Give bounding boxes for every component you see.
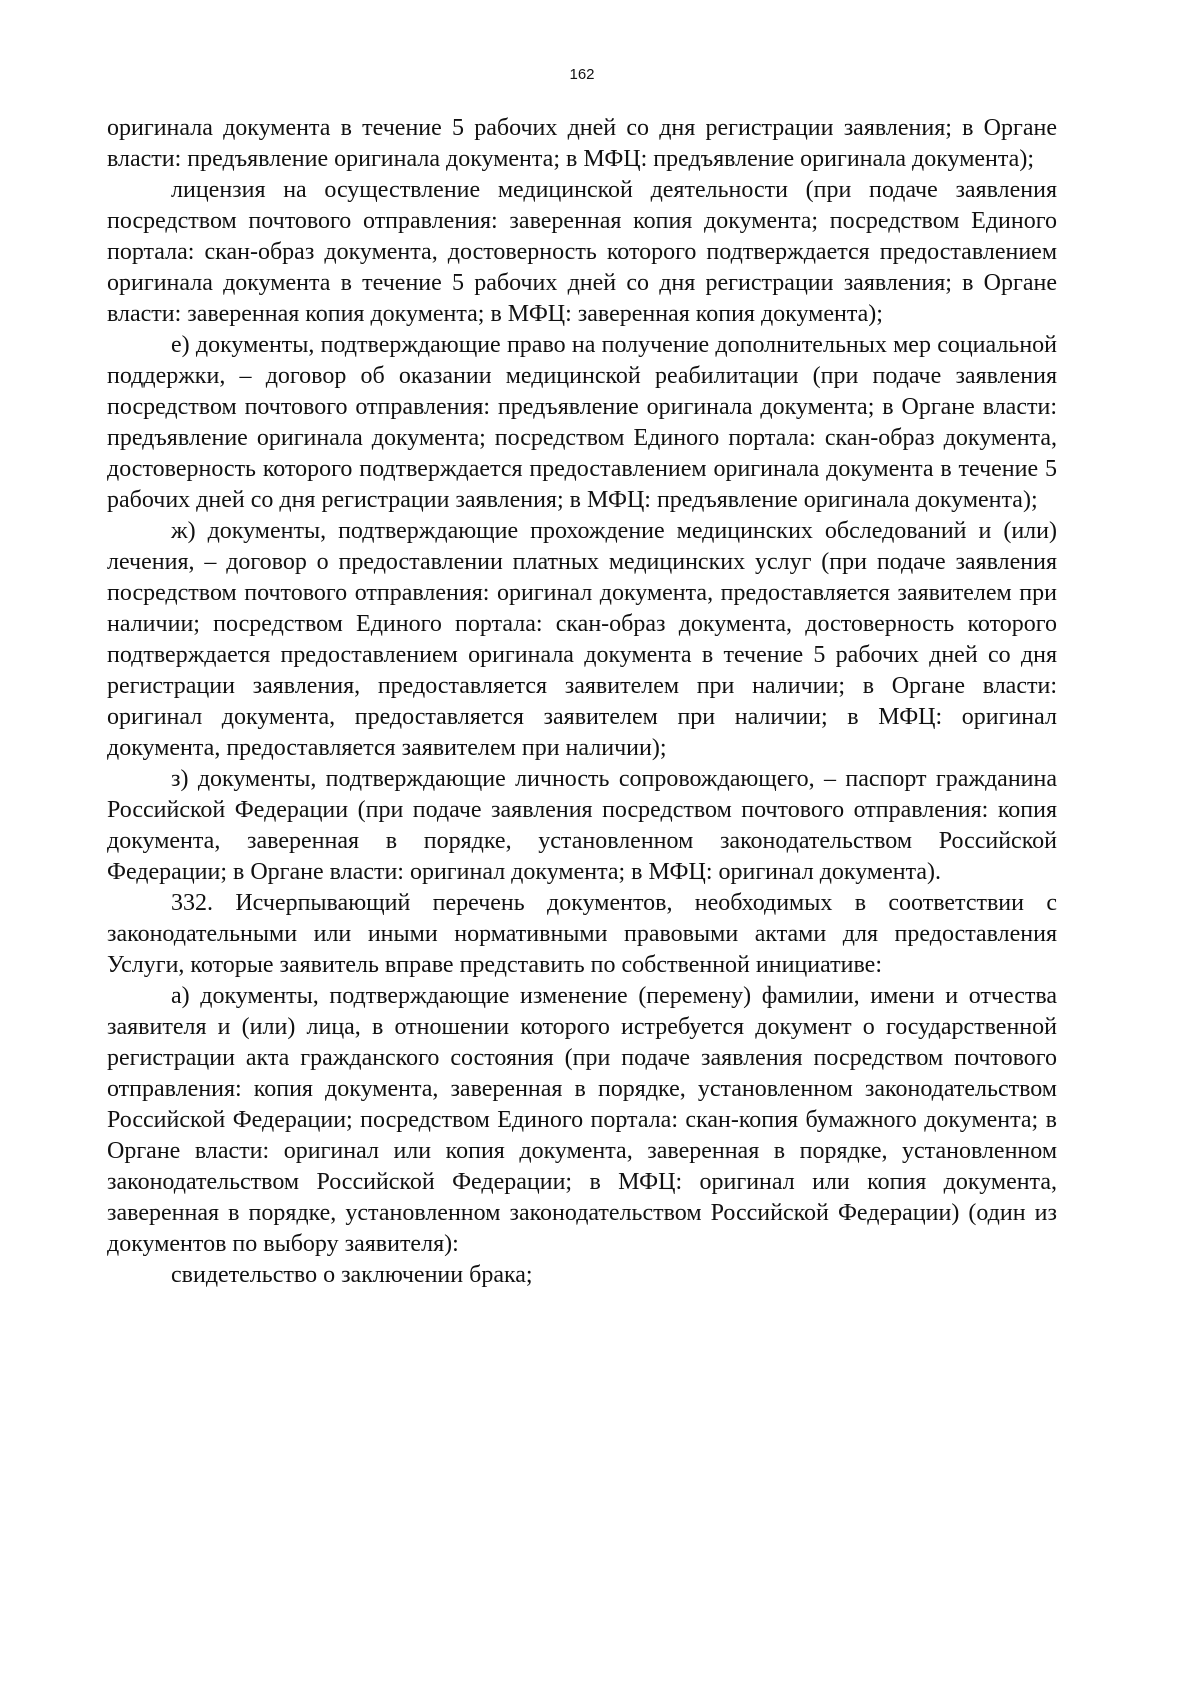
paragraph-section-332: 332. Исчерпывающий перечень документов, необходимых в соответствии с законодательными или иными нормативными правовыми актами для предоставления Услуги, которые заявитель вправе представить по собственной инициативе: [107, 890, 1057, 978]
paragraph-item-z: з) документы, подтверждающие личность сопровождающего, – паспорт гражданина Российской Федерации (при подаче заявления посредством почтового отправления: копия документа, заверенная в порядке, установленном законодательством Российской Федерации; в Органе власти: оригинал документа; в МФЦ: оригинал документа). [107, 766, 1057, 885]
paragraph-license: лицензия на осуществление медицинской деятельности (при подаче заявления посредством почтового отправления: заверенная копия документа; посредством Единого портала: скан-образ документа, достоверность которого подтверждается предоставлением оригинала документа в течение 5 рабочих дней со дня регистрации заявления; в Органе власти: заверенная копия документа; в МФЦ: заверенная копия документа); [107, 177, 1057, 327]
paragraph-item-e: е) документы, подтверждающие право на получение дополнительных мер социальной поддержки, – договор об оказании медицинской реабилитации (при подаче заявления посредством почтового отправления: предъявление оригинала документа; в Органе власти: предъявление оригинала документа; посредством Единого портала: скан-образ документа, достоверность которого подтверждается предоставлением оригинала документа в течение 5 рабочих дней со дня регистрации заявления; в МФЦ: предъявление оригинала документа); [107, 332, 1057, 513]
paragraph-marriage-certificate: свидетельство о заключении брака; [171, 1262, 533, 1288]
paragraph-item-zh: ж) документы, подтверждающие прохождение медицинских обследований и (или) лечения, – договор о предоставлении платных медицинских услуг (при подаче заявления посредством почтового отправления: оригинал документа, предоставляется заявителем при наличии; посредством Единого портала: скан-образ документа, достоверность которого подтверждается предоставлением оригинала документа в течение 5 рабочих дней со дня регистрации заявления, предоставляется заявителем при наличии; в Органе власти: оригинал документа, предоставляется заявителем при наличии; в МФЦ: оригинал документа, предоставляется заявителем при наличии); [107, 518, 1057, 761]
paragraph-continuation: оригинала документа в течение 5 рабочих дней со дня регистрации заявления; в Органе власти: предъявление оригинала документа; в МФЦ: предъявление оригинала документа); [107, 115, 1057, 172]
document-body [107, 113, 1057, 1291]
page-number: 162 [569, 66, 595, 83]
paragraph-item-a: а) документы, подтверждающие изменение (перемену) фамилии, имени и отчества заявителя и (или) лица, в отношении которого истребуется документ о государственной регистрации акта гражданского состояния (при подаче заявления посредством почтового отправления: копия документа, заверенная в порядке, установленном законодательством Российской Федерации; посредством Единого портала: скан-копия бумажного документа; в Органе власти: оригинал или копия документа, заверенная в порядке, установленном законодательством Российской Федерации; в МФЦ: оригинал или копия документа, заверенная в порядке, установленном законодательством Российской Федерации) (один из документов по выбору заявителя): [107, 983, 1057, 1257]
